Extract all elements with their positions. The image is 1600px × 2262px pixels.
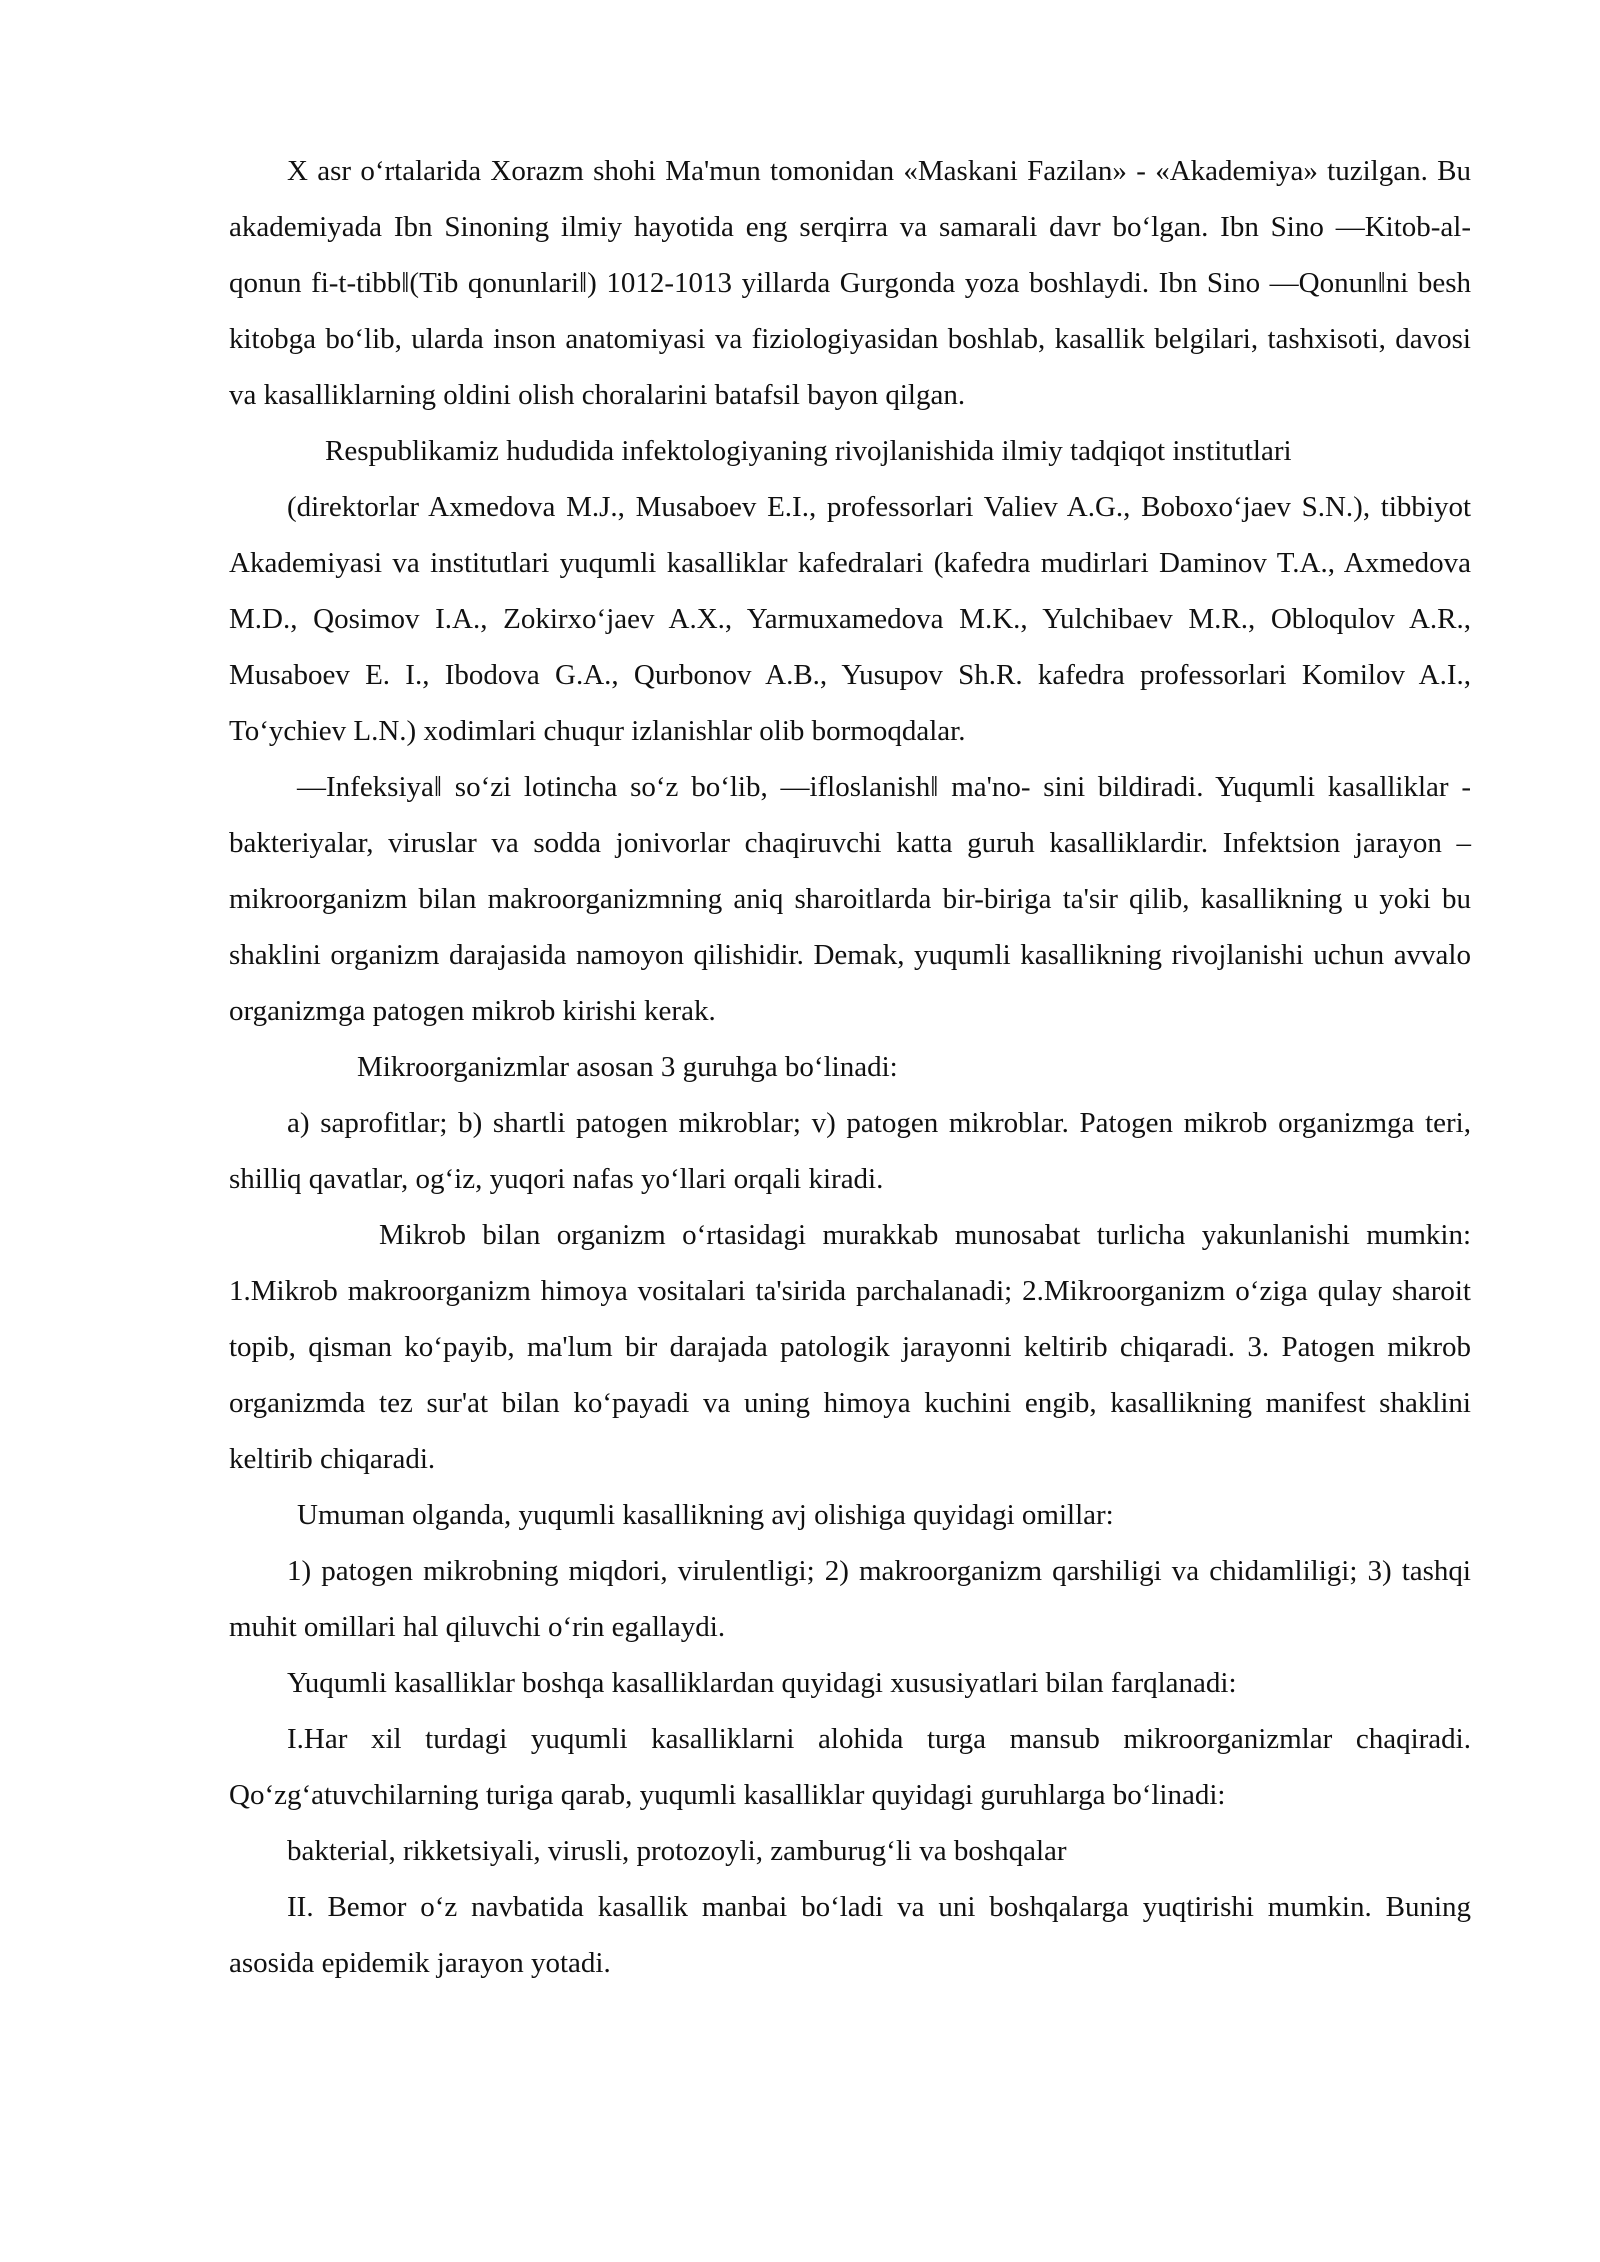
paragraph-pathogen-types: bakterial, rikketsiyali, virusli, protozoyli, zamburug‘li va boshqalar (287, 1835, 1067, 1867)
paragraph-researchers-list: (direktorlar Axmedova M.J., Musaboev E.I., professorlari Valiev A.G., Boboxo‘jaev S.N.), tibbiyot Akademiyasi va institutlari yuqumli kasalliklar kafedralari (kafedra mudirlari Daminov T.A., Axmedova M.D., Qosimov I.A., Zokirxo‘jaev A.X., Yarmuxamedova M.K., Yulchibaev M.R., Obloqulov A.R., Musaboev E. I., Ibodova G.A., Qurbonov A.B., Yusupov Sh.R. kafedra professorlari Komilov A.I., To‘ychiev L.N.) xodimlari chuqur izlanishlar olib bormoqdalar. (229, 491, 1471, 747)
paragraph-microbe-outcomes: Mikrob bilan organizm o‘rtasidagi murakkab munosabat turlicha yakunlanishi mumkin: 1.Mikrob makroorganizm himoya vositalari ta'sirida parchalanadi; 2.Mikroorganizm o‘ziga qulay sharoit topib, qisman ko‘payib, ma'lum bir darajada patologik jarayonni keltirib chiqaradi. 3. Patogen mikrob organizmda tez sur'at bilan ko‘payadi va uning himoya kuchini engib, kasallikning manifest shaklini keltirib chiqaradi. (229, 1219, 1471, 1475)
paragraph-feature-two: II. Bemor o‘z navbatida kasallik manbai bo‘ladi va uni boshqalarga yuqtirishi mumkin. Buning asosida epidemik jarayon yotadi. (229, 1891, 1471, 1979)
paragraph-research-institutes-intro: Respublikamiz hududida infektologiyaning rivojlanishida ilmiy tadqiqot institutlari (325, 435, 1292, 467)
paragraph-feature-one: I.Har xil turdagi yuqumli kasalliklarni alohida turga mansub mikroorganizmlar chaqiradi. Qo‘zg‘atuvchilarning turiga qarab, yuqumli kasalliklar quyidagi guruhlarga bo‘linadi: (229, 1723, 1471, 1811)
document-body (229, 143, 1471, 1991)
paragraph-factors-heading: Umuman olganda, yuqumli kasallikning avj olishiga quyidagi omillar: (297, 1499, 1114, 1531)
paragraph-factors-list: 1) patogen mikrobning miqdori, virulentligi; 2) makroorganizm qarshiligi va chidamliligi; 3) tashqi muhit omillari hal qiluvchi o‘rin egallaydi. (229, 1555, 1471, 1643)
paragraph-avicenna-history: X asr o‘rtalarida Xorazm shohi Ma'mun tomonidan «Maskani Fazilan» - «Akademiya» tuzilgan. Bu akademiyada Ibn Sinoning ilmiy hayotida eng serqirra va samarali davr bo‘lgan. Ibn Sino ―Kitob-al-qonun fi-t-tibb‖(Tib qonunlari‖) 1012-1013 yillarda Gurgonda yoza boshlaydi. Ibn Sino ―Qonun‖ni besh kitobga bo‘lib, ularda inson anatomiyasi va fiziologiyasidan boshlab, kasallik belgilari, tashxisoti, davosi va kasalliklarning oldini olish choralarini batafsil bayon qilgan. (229, 155, 1471, 411)
paragraph-infection-definition: ―Infeksiya‖ so‘zi lotincha so‘z bo‘lib, ―ifloslanish‖ ma'no- sini bildiradi. Yuqumli kasalliklar - bakteriyalar, viruslar va sodda jonivorlar chaqiruvchi katta guruh kasalliklardir. Infektsion jarayon – mikroorganizm bilan makroorganizmning aniq sharoitlarda bir-biriga ta'sir qilib, kasallikning u yoki bu shaklini organizm darajasida namoyon qilishidir. Demak, yuqumli kasallikning rivojlanishi uchun avvalo organizmga patogen mikrob kirishi kerak. (229, 771, 1471, 1027)
paragraph-features-heading: Yuqumli kasalliklar boshqa kasalliklardan quyidagi xususiyatlari bilan farqlanadi: (287, 1667, 1237, 1699)
paragraph-microorganism-groups: a) saprofitlar; b) shartli patogen mikroblar; v) patogen mikroblar. Patogen mikrob organizmga teri, shilliq qavatlar, og‘iz, yuqori nafas yo‘llari orqali kiradi. (229, 1107, 1471, 1195)
paragraph-microorganism-groups-heading: Mikroorganizmlar asosan 3 guruhga bo‘linadi: (357, 1051, 898, 1083)
